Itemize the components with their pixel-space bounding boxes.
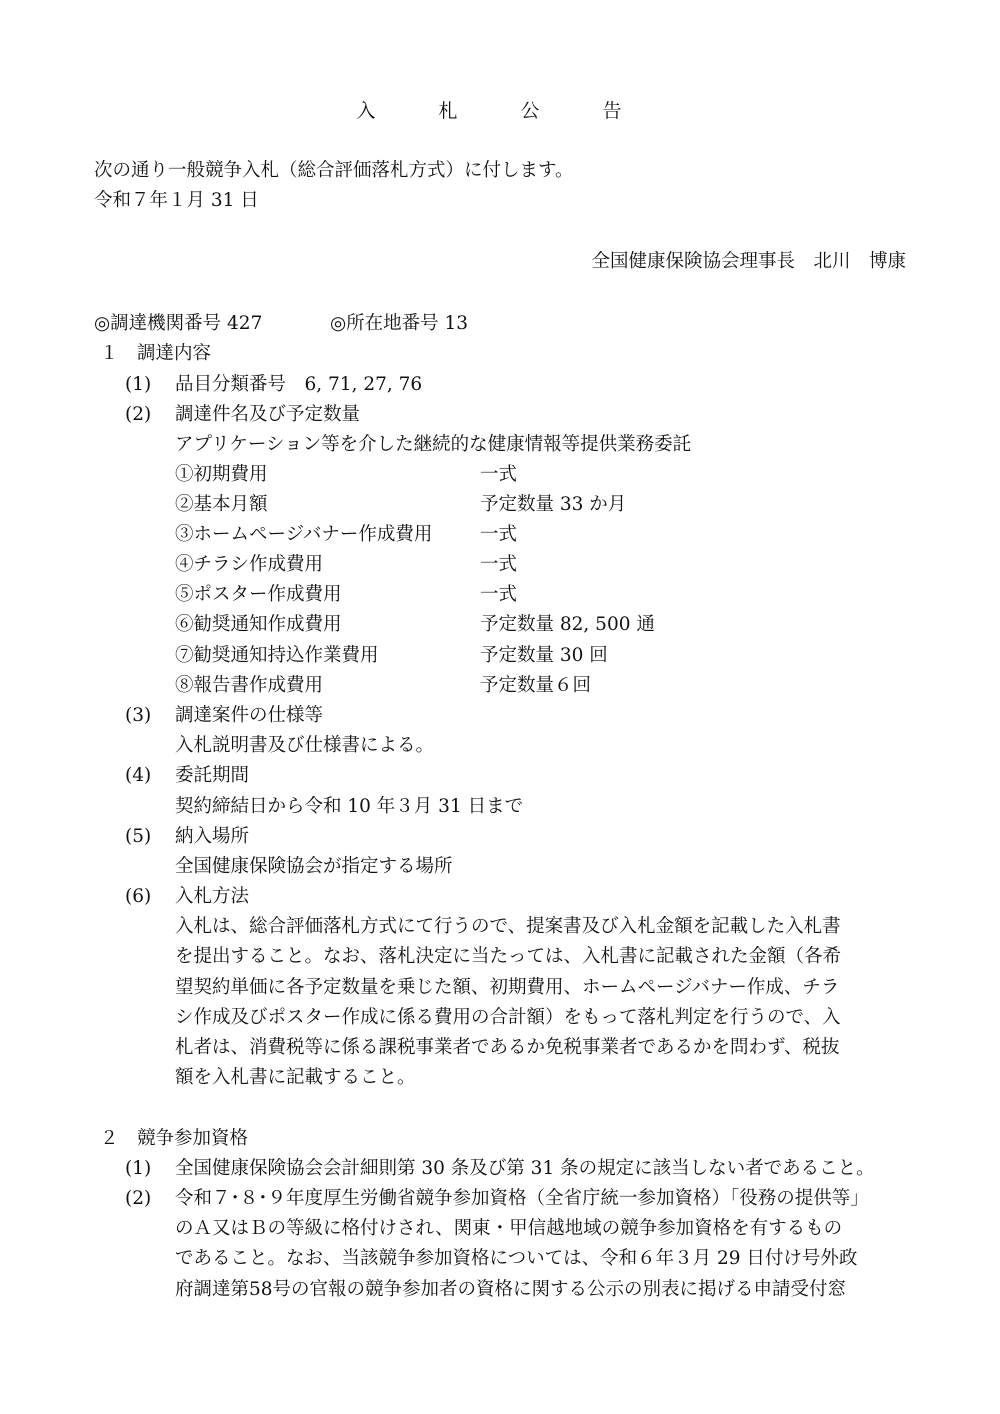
quantity-item-value: 一式 bbox=[480, 464, 518, 485]
quantity-item-label: ⑦勧奨通知持込作業費用 bbox=[175, 645, 379, 666]
subsection-heading: 入札方法 bbox=[175, 886, 250, 907]
subsection-heading: 納入場所 bbox=[175, 826, 250, 847]
subsection-number: (4) bbox=[125, 765, 152, 786]
quantity-item-label: ③ホームページバナー作成費用 bbox=[175, 524, 433, 545]
paragraph-line: のＡ又はＢの等級に格付けされ、関東・甲信越地域の競争参加資格を有するもの bbox=[175, 1218, 843, 1239]
quantity-item-value: 予定数量 33 か月 bbox=[480, 494, 627, 515]
procurement-subject: アプリケーション等を介した継続的な健康情報等提供業務委託 bbox=[175, 434, 692, 455]
quantity-item-value: 予定数量６回 bbox=[480, 675, 592, 696]
delivery-place-text: 全国健康保険協会が指定する場所 bbox=[175, 856, 453, 877]
quantity-item-value: 予定数量 30 回 bbox=[480, 645, 608, 666]
section-2-number: ２ bbox=[100, 1128, 119, 1149]
quantity-item-label: ⑥勧奨通知作成費用 bbox=[175, 614, 342, 635]
quantity-item-label: ⑤ポスター作成費用 bbox=[175, 584, 342, 605]
paragraph-line: シ作成及びポスター作成に係る費用の合計額）をもって落札判定を行うので、入 bbox=[175, 1007, 841, 1028]
issuer-name: 全国健康保険協会理事長 北川 博康 bbox=[591, 251, 906, 272]
paragraph-line: 府調達第58号の官報の競争参加者の資格に関する公示の別表に掲げる申請受付窓 bbox=[175, 1279, 847, 1300]
section-2-heading: 競争参加資格 bbox=[137, 1128, 249, 1149]
section-1-number: １ bbox=[100, 343, 119, 364]
quantity-item-label: ②基本月額 bbox=[175, 494, 268, 515]
quantity-item-value: 一式 bbox=[480, 554, 518, 575]
quantity-item-value: 予定数量 82, 500 通 bbox=[480, 614, 655, 635]
paragraph-line: 入札は、総合評価落札方式にて行うので、提案書及び入札金額を記載した入札書 bbox=[175, 916, 841, 937]
subsection-number: (2) bbox=[125, 1188, 152, 1209]
paragraph-line: 望契約単価に各予定数量を乗じた額、初期費用、ホームページバナー作成、チラ bbox=[175, 977, 840, 998]
paragraph-line: 札者は、消費税等に係る課税事業者であるか免税事業者であるかを問わず、税抜 bbox=[175, 1037, 840, 1058]
subsection-number: (1) bbox=[125, 374, 152, 395]
paragraph-line: を提出すること。なお、落札決定に当たっては、入札書に記載された金額（各希 bbox=[175, 946, 842, 967]
notice-date: 令和７年１月 31 日 bbox=[94, 190, 259, 211]
subsection-heading: 委託期間 bbox=[175, 765, 250, 786]
eligibility-rule-text: 全国健康保険協会会計細則第 30 条及び第 31 条の規定に該当しない者であること。 bbox=[175, 1158, 875, 1179]
subsection-number: (1) bbox=[125, 1158, 152, 1179]
paragraph-line: であること。なお、当該競争参加資格については、令和６年３月 29 日付け号外政 bbox=[175, 1248, 858, 1269]
subsection-heading: 調達案件の仕様等 bbox=[175, 705, 324, 726]
paragraph-line: 令和７･８･９年度厚生労働省競争参加資格（全省庁統一参加資格）「役務の提供等」 bbox=[175, 1188, 869, 1209]
section-1-heading: 調達内容 bbox=[137, 343, 212, 364]
subsection-number: (6) bbox=[125, 886, 152, 907]
quantity-item-value: 一式 bbox=[480, 524, 518, 545]
intro-text: 次の通り一般競争入札（総合評価落札方式）に付します。 bbox=[94, 160, 574, 181]
quantity-item-label: ①初期費用 bbox=[175, 464, 268, 485]
subsection-number: (5) bbox=[125, 826, 152, 847]
quantity-item-value: 一式 bbox=[480, 584, 518, 605]
quantity-item-label: ④チラシ作成費用 bbox=[175, 554, 324, 575]
subsection-heading: 調達件名及び予定数量 bbox=[175, 404, 361, 425]
specification-text: 入札説明書及び仕様書による。 bbox=[175, 735, 435, 756]
paragraph-line: 額を入札書に記載すること。 bbox=[175, 1067, 416, 1088]
item-classification: 品目分類番号 6, 71, 27, 76 bbox=[175, 374, 423, 395]
subsection-number: (2) bbox=[125, 404, 152, 425]
location-code: ◎所在地番号 13 bbox=[330, 313, 469, 334]
quantity-item-label: ⑧報告書作成費用 bbox=[175, 675, 324, 696]
contract-period-text: 契約締結日から令和 10 年３月 31 日まで bbox=[175, 796, 524, 817]
subsection-number: (3) bbox=[125, 705, 152, 726]
agency-code: ◎調達機関番号 427 bbox=[94, 313, 263, 334]
page-title: 入 札 公 告 bbox=[356, 100, 644, 122]
